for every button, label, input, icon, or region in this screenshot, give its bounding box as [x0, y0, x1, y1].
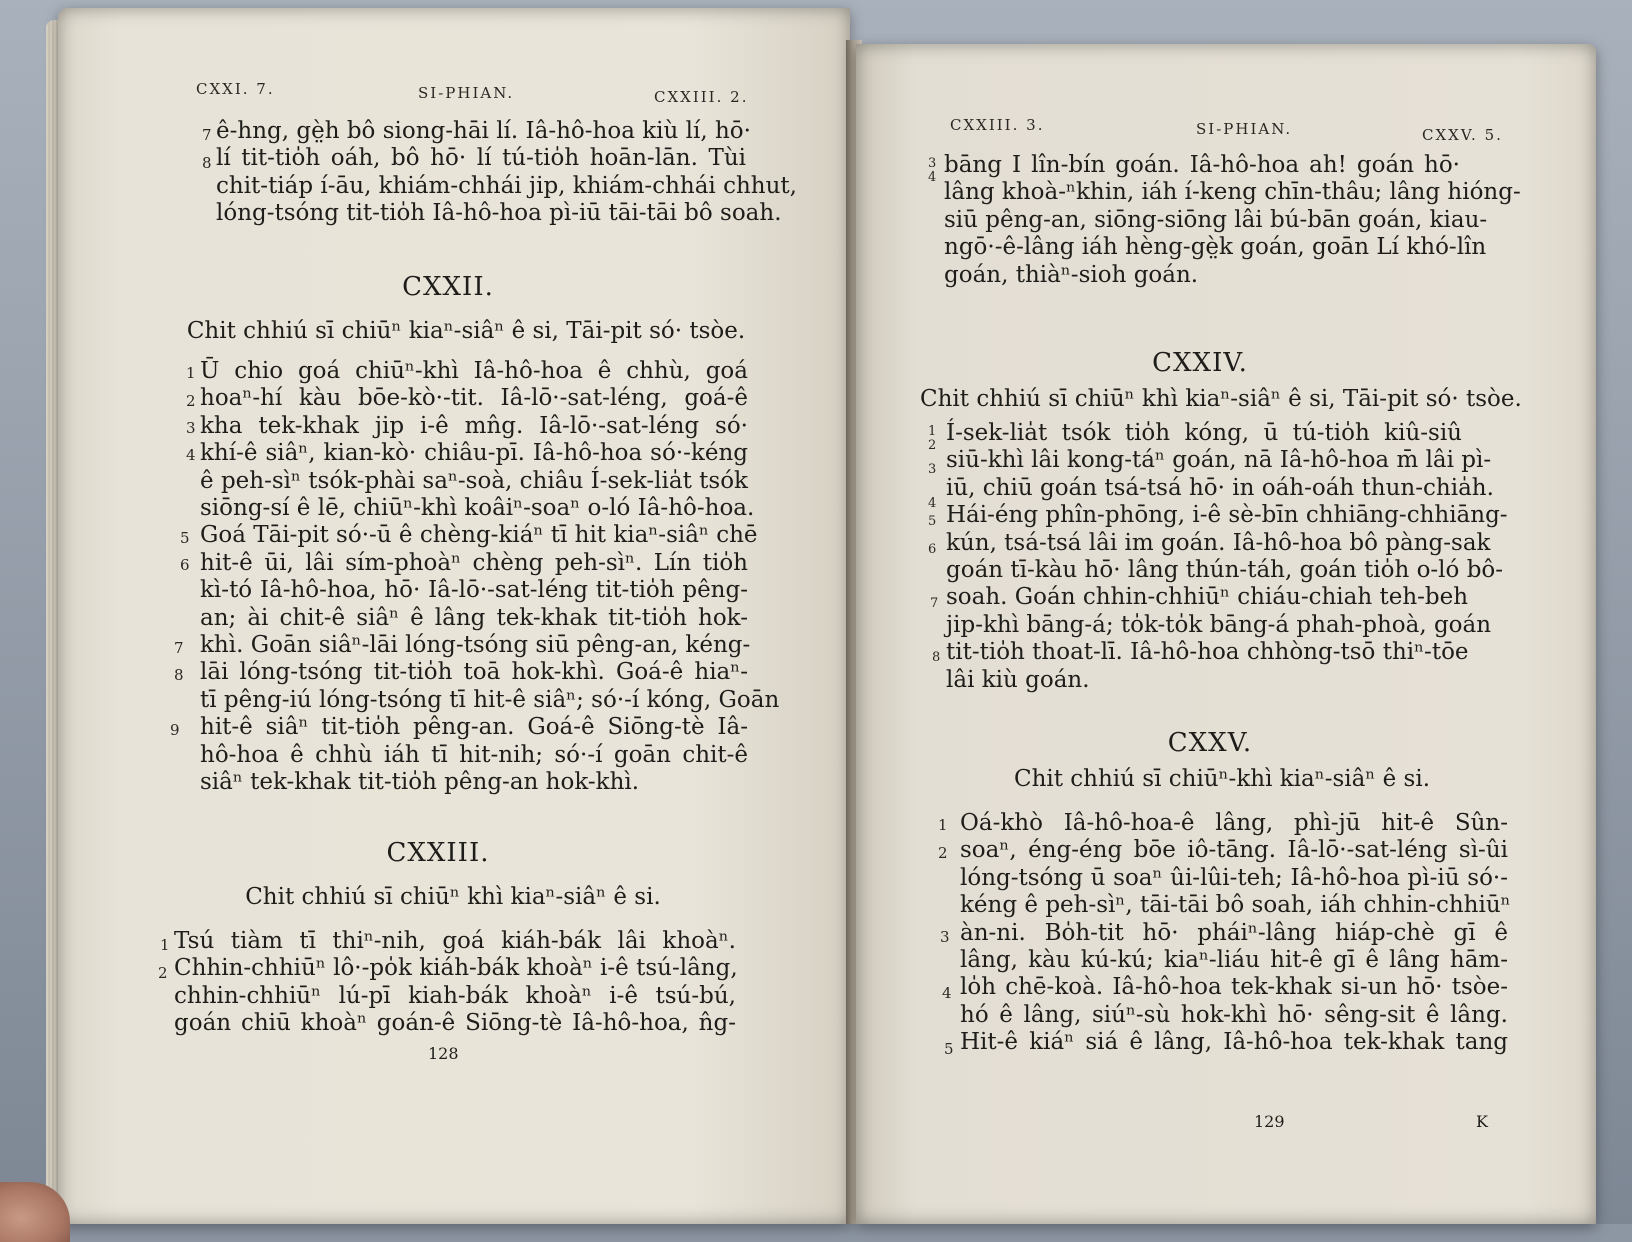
- text-line: Ū chio goá chiūⁿ-khì Iâ-hô-hoa ê chhù, goá: [200, 358, 748, 384]
- section-heading: CXXII.: [402, 272, 494, 302]
- verse-number: 2: [938, 844, 948, 862]
- text-line: lâi kiù goán.: [946, 666, 1090, 693]
- left-running-head-right: CXXIII. 2.: [654, 88, 749, 106]
- text-line: àn-ni. Bo̍h-tit hō· pháiⁿ-lâng hiáp-chè gī ê: [960, 919, 1508, 946]
- text-line: goán tī-kàu hō· lâng thún-táh, goán tio̍h o-ló bô-: [946, 557, 1504, 584]
- verse-number: 8: [202, 154, 212, 172]
- text-line: hoaⁿ-hí kàu bōe-kò·-tit. Iâ-lō·-sat-léng, goá-ê: [200, 385, 748, 412]
- text-line: Hái-éng phîn-phōng, i-ê sè-bīn chhiāng-chhiāng-: [946, 502, 1508, 529]
- verse-number: 7: [930, 596, 939, 611]
- text-line: soaⁿ, éng-éng bōe iô-tāng. Iâ-lō·-sat-léng sì-ûi: [960, 837, 1508, 864]
- text-line: tī pêng-iú lóng-tsóng tī hit-ê siâⁿ; só·-í kóng, Goān: [200, 686, 780, 713]
- section-heading: CXXV.: [1167, 728, 1253, 758]
- text-line: lóng-tsóng tit-tio̍h Iâ-hô-hoa pì-iū tāi-tāi bô soah.: [216, 200, 782, 227]
- verse-number: 4: [186, 446, 196, 464]
- section-heading: CXXIII.: [386, 838, 490, 868]
- verse-number: 2: [186, 392, 196, 410]
- verse-number: 4: [942, 984, 952, 1002]
- text-line: hit-ê ūi, lâi sím-phoàⁿ chèng peh-sìⁿ. Lín tio̍h: [200, 549, 748, 576]
- right-cxxv-body: [960, 810, 1511, 1057]
- verse-number: 7: [202, 126, 212, 144]
- text-line: goán chiū khoàⁿ goán-ê Siōng-tè Iâ-hô-hoa, n̂g-: [174, 1010, 736, 1037]
- verse-number: 9: [170, 721, 180, 739]
- text-line: lāi lóng-tsóng tit-tio̍h toā hok-khì. Goá-ê hiaⁿ-: [200, 659, 748, 686]
- text-line: lo̍h chē-koà. Iâ-hô-hoa tek-khak si-un hō· tsòe-: [960, 974, 1508, 1001]
- text-line: khì. Goān siâⁿ-lāi lóng-tsóng siū pêng-an, kéng-: [200, 632, 751, 659]
- text-line: siū pêng-an, siōng-siōng lâi bú-bān goán, kiau-: [944, 206, 1488, 233]
- section-subtitle: Chit chhiú sī chiūⁿ khì kiaⁿ-siâⁿ ê si, Tāi-pit só· tsòe.: [920, 386, 1522, 412]
- signature-mark: K: [1476, 1112, 1488, 1131]
- verse-number: 6: [180, 556, 190, 574]
- section-subtitle: Chit chhiú sī chiūⁿ kiaⁿ-siâⁿ ê si, Tāi-pit só· tsòe.: [186, 318, 746, 344]
- text-line: siū-khì lâi kong-táⁿ goán, nā Iâ-hô-hoa m̄ lâi pì-: [946, 447, 1492, 474]
- right-running-head-center: SI-PHIAN.: [1196, 120, 1293, 138]
- verse-number: 6: [928, 542, 937, 557]
- verse-number: 3: [940, 928, 950, 946]
- text-line: ngō·-ê-lâng iáh hèng-gè̤k goán, goān Lí khó-lîn: [944, 234, 1487, 261]
- text-line: an; ài chit-ê siâⁿ ê lâng tek-khak tit-tio̍h hok-: [200, 604, 748, 631]
- text-line: kún, tsá-tsá lâi im goán. Iâ-hô-hoa bô pàng-sak: [946, 529, 1491, 556]
- verse-number: 8: [174, 666, 184, 684]
- text-line: lóng-tsóng ū soaⁿ ûi-lûi-teh; Iâ-hô-hoa pì-iū só·-: [960, 864, 1508, 891]
- verse-number: 1: [186, 364, 196, 382]
- text-line: hô-hoa ê chhù iáh tī hit-nih; só·-í goān chit-ê: [200, 741, 748, 768]
- verse-number: 1: [928, 424, 937, 439]
- page-number: 128: [428, 1044, 459, 1063]
- verse-number: 2: [928, 438, 937, 453]
- verse-number: 4: [928, 496, 937, 511]
- section-subtitle: Chit chhiú sī chiūⁿ khì kiaⁿ-siâⁿ ê si.: [245, 884, 661, 910]
- left-cxxii-body: [200, 358, 780, 797]
- text-line: soah. Goán chhin-chhiūⁿ chiáu-chiah teh-beh: [946, 584, 1469, 611]
- text-line: hó ê lâng, siúⁿ-sù hok-khì hō· sêng-sit ê lâng.: [960, 1001, 1508, 1028]
- text-line: chhin-chhiūⁿ lú-pī kiah-bák khoàⁿ i-ê tsú-bú,: [174, 982, 736, 1009]
- text-line: kha tek-khak jip i-ê mn̂g. Iâ-lō·-sat-léng só·: [200, 412, 748, 439]
- text-line: Goá Tāi-pit só·-ū ê chèng-kiáⁿ tī hit kiaⁿ-siâⁿ chē: [200, 522, 758, 549]
- right-top-block: [944, 152, 1521, 289]
- text-line: hit-ê siâⁿ tit-tio̍h pêng-an. Goá-ê Siōng-tè Iâ-: [200, 714, 748, 741]
- verse-number: 1: [938, 816, 948, 834]
- text-line: lâng, kàu kú-kú; kiaⁿ-liáu hit-ê gī ê lâng hām-: [960, 947, 1508, 974]
- verse-number: 7: [174, 639, 184, 657]
- verse-number: 1: [160, 936, 170, 954]
- left-top-block: [216, 118, 797, 228]
- text-line: bāng I lîn-bín goán. Iâ-hô-hoa ah! goán hō·: [944, 152, 1460, 178]
- section-subtitle: Chit chhiú sī chiūⁿ-khì kiaⁿ-siâⁿ ê si.: [1013, 766, 1431, 792]
- text-line: kéng ê peh-sìⁿ, tāi-tāi bô soah, iáh chhin-chhiūⁿ: [960, 892, 1511, 919]
- text-line: Í-sek-lia̍t tsók tio̍h kóng, ū tú-tio̍h kiû-siû: [946, 420, 1462, 446]
- verse-number: 5: [944, 1040, 954, 1058]
- text-line: iū, chiū goán tsá-tsá hō· in oáh-oáh thun-chia̍h.: [946, 474, 1494, 501]
- text-line: jip-khì bāng-á; to̍k-to̍k bāng-á phah-phoà, goán: [946, 611, 1492, 638]
- verse-number: 4: [928, 170, 937, 185]
- text-line: lí tit-tio̍h oáh, bô hō· lí tú-tio̍h hoān-lān. Tùi: [216, 145, 746, 172]
- text-line: Oá-khò Iâ-hô-hoa-ê lâng, phì-jū hit-ê Sûn-: [960, 810, 1508, 836]
- left-page: [58, 8, 850, 1224]
- text-line: ê peh-sìⁿ tsók-phài saⁿ-soà, chiâu Í-sek-lia̍t tsók: [200, 467, 748, 494]
- text-line: chit-tiáp í-āu, khiám-chhái jip, khiám-chhái chhut,: [216, 172, 797, 199]
- verse-number: 2: [158, 964, 168, 982]
- text-line: siâⁿ tek-khak tit-tio̍h pêng-an hok-khì.: [200, 769, 640, 796]
- text-line: kì-tó Iâ-hô-hoa, hō· Iâ-lō·-sat-léng tit-tio̍h pêng-: [200, 577, 748, 604]
- section-heading: CXXIV.: [1152, 348, 1248, 378]
- text-line: Chhin-chhiūⁿ lô·-po̍k kiáh-bák khoàⁿ i-ê tsú-lâng,: [174, 955, 738, 982]
- verse-number: 8: [932, 650, 941, 665]
- text-line: siōng-sí ê lē, chiūⁿ-khì koâiⁿ-soaⁿ o-ló Iâ-hô-hoa.: [200, 495, 755, 522]
- page-number: 129: [1254, 1112, 1285, 1131]
- right-running-head-right: CXXV. 5.: [1422, 126, 1503, 144]
- right-page: [856, 44, 1596, 1224]
- verse-number: 3: [186, 419, 196, 437]
- text-line: tit-tio̍h thoat-lī. Iâ-hô-hoa chhòng-tsō thiⁿ-tōe: [946, 639, 1469, 666]
- left-running-head-center: SI-PHIAN.: [418, 84, 515, 102]
- text-line: goán, thiàⁿ-sioh goán.: [944, 261, 1199, 288]
- left-cxxiii-body: [174, 928, 736, 1038]
- right-cxxiv-body: [946, 420, 1508, 694]
- text-line: ê-hng, gè̤h bô siong-hāi lí. Iâ-hô-hoa kiù lí, hō·: [216, 118, 751, 144]
- right-running-head-left: CXXIII. 3.: [950, 116, 1045, 134]
- verse-number: 3: [928, 156, 937, 171]
- verse-number: 5: [180, 529, 190, 547]
- left-running-head-left: CXXI. 7.: [196, 80, 275, 98]
- verse-number: 3: [928, 462, 937, 477]
- text-line: khí-ê siâⁿ, kian-kò· chiâu-pī. Iâ-hô-hoa só·-kéng: [200, 440, 748, 467]
- text-line: lâng khoà-ⁿkhin, iáh í-keng chīn-thâu; lâng hióng-: [944, 179, 1521, 206]
- text-line: Tsú tiàm tī thiⁿ-nih, goá kiáh-bák lâi khoàⁿ.: [174, 928, 736, 954]
- verse-number: 5: [928, 514, 937, 529]
- text-line: Hit-ê kiáⁿ siá ê lâng, Iâ-hô-hoa tek-khak tang: [960, 1029, 1508, 1056]
